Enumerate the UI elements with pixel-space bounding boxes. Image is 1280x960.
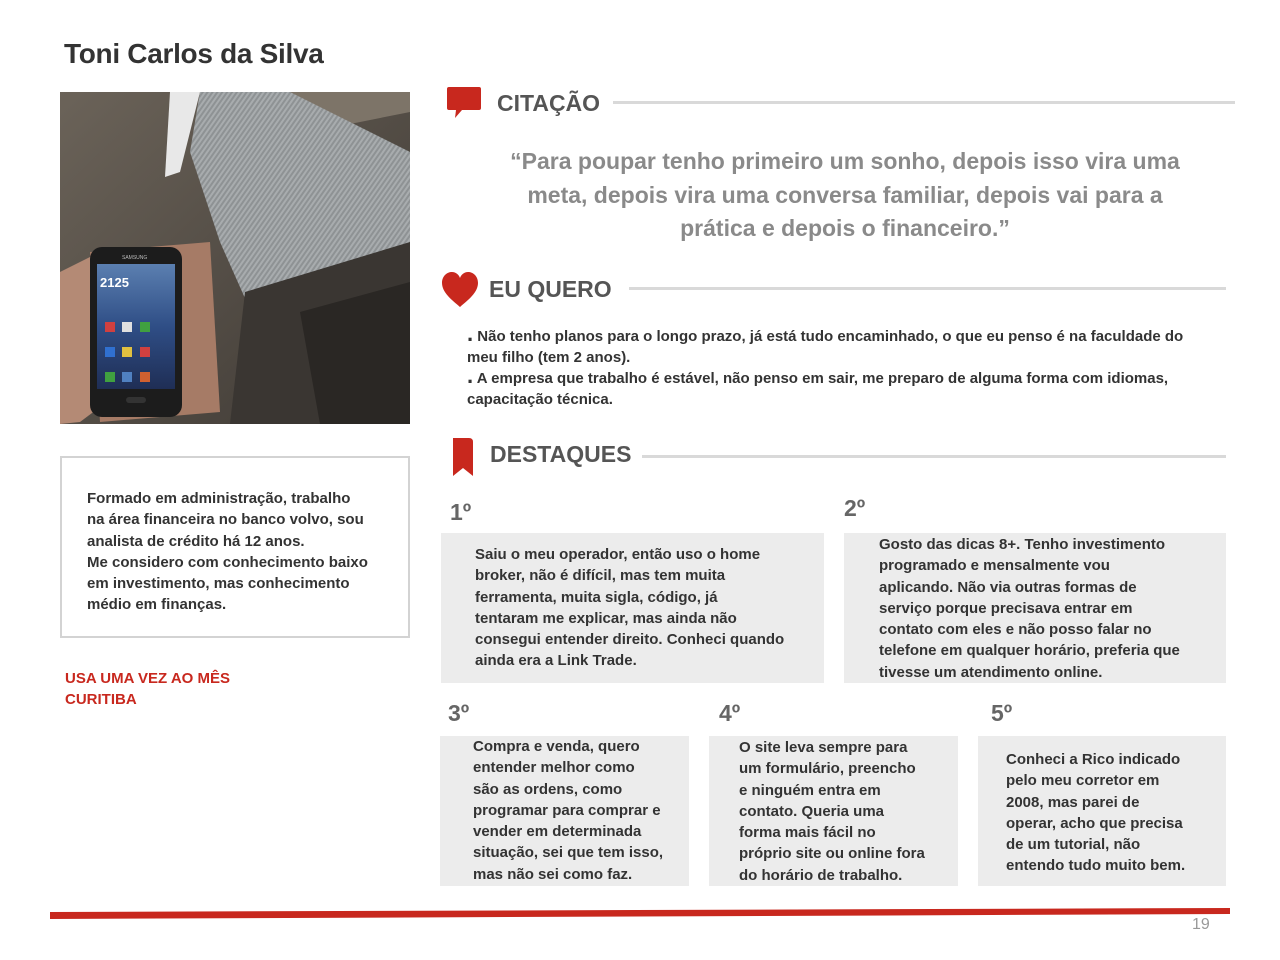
quote-text <box>470 145 1220 246</box>
highlight-card-5 <box>978 736 1226 886</box>
card-line: programado e mensalmente vou <box>879 557 1110 575</box>
quote-line: “Para poupar tenho primeiro um sonho, depois isso vira uma <box>510 148 1180 174</box>
highlight-rank-3: 3º <box>448 700 470 726</box>
bio-line: analista de crédito há 12 anos. <box>87 532 305 550</box>
card-line: broker, não é difícil, mas tem muita <box>475 567 726 585</box>
page-number: 19 <box>1192 916 1210 933</box>
card-line: entendo tudo muito bem. <box>1006 857 1186 875</box>
phone-brand: SAMSUNG <box>122 255 148 261</box>
card-line: forma mais fácil no <box>739 824 876 842</box>
card-line: entender melhor como <box>473 759 635 777</box>
heart-icon <box>440 270 480 310</box>
list-item-text: A empresa que trabalho é estável, não penso em sair, me preparo de alguma forma com idiomas, <box>473 370 1169 387</box>
highlight-card-2 <box>844 533 1226 683</box>
bio-line: em investimento, mas conhecimento <box>87 575 350 593</box>
bio-line: médio em finanças. <box>87 596 227 614</box>
card-line: são as ordens, como <box>473 780 623 798</box>
card-line: tentaram me explicar, mas ainda não <box>475 609 737 627</box>
highlight-rank-2: 2º <box>844 495 866 521</box>
bio-line: na área financeira no banco volvo, sou <box>87 511 364 529</box>
card-line: programar para comprar e <box>473 801 661 819</box>
footer-accent-bar <box>50 907 1230 919</box>
bio-box <box>60 456 410 638</box>
card-line: serviço porque precisava entrar em <box>879 599 1133 617</box>
card-line: próprio site ou online fora <box>739 845 925 863</box>
list-item-text: Não tenho planos para o longo prazo, já está tudo encaminhado, o que eu penso é na faculdade do <box>473 328 1184 345</box>
highlight-rank-5: 5º <box>991 700 1013 726</box>
highlight-rank-1: 1º <box>450 499 472 525</box>
usage-frequency: USA UMA VEZ AO MÊS <box>65 670 231 687</box>
card-line: O site leva sempre para <box>739 739 908 756</box>
usage-city: CURITIBA <box>65 691 137 708</box>
wants-list <box>467 321 1207 410</box>
card-line: de um tutorial, não <box>1006 836 1141 854</box>
persona-name: Toni Carlos da Silva <box>64 38 324 69</box>
section-divider <box>642 455 1226 458</box>
card-line: consegui entender direito. Conheci quando <box>475 631 785 649</box>
section-divider <box>629 287 1226 290</box>
card-line: pelo meu corretor em <box>1006 772 1160 790</box>
card-line: operar, acho que precisa <box>1006 814 1183 832</box>
card-line: Conheci a Rico indicado <box>1006 751 1181 768</box>
list-item-text: meu filho (tem 2 anos). <box>467 349 631 366</box>
section-title-destaques: DESTAQUES <box>490 441 632 467</box>
section-divider <box>613 101 1235 104</box>
usage-info <box>65 668 230 710</box>
card-line: Gosto das dicas 8+. Tenho investimento <box>879 536 1166 553</box>
highlight-card-3 <box>440 736 689 886</box>
phone-time: 2125 <box>100 275 129 290</box>
card-line: contato. Queria uma <box>739 802 885 820</box>
card-line: contato com eles e não posso falar no <box>879 621 1152 639</box>
bullet-dot: . <box>467 321 474 346</box>
card-line: aplicando. Não via outras formas de <box>879 578 1137 596</box>
card-line: situação, sei que tem isso, <box>473 844 664 862</box>
highlight-rank-4: 4º <box>719 700 741 726</box>
section-title-citacao: CITAÇÃO <box>497 90 601 116</box>
highlight-card-4 <box>709 736 958 886</box>
bookmark-icon <box>451 436 475 478</box>
bullet-dot: . <box>467 363 474 388</box>
card-line: ferramenta, muita sigla, código, já <box>475 588 718 606</box>
list-item <box>467 321 1207 368</box>
card-line: e ninguém entra em <box>739 781 881 799</box>
speech-bubble-icon <box>446 86 482 120</box>
card-line: ainda era a Link Trade. <box>475 652 637 670</box>
card-line: do horário de trabalho. <box>739 866 903 884</box>
card-line: 2008, mas parei de <box>1006 793 1140 811</box>
section-title-eu-quero: EU QUERO <box>489 276 612 302</box>
highlight-card-1 <box>441 533 824 683</box>
quote-line: meta, depois vira uma conversa familiar, depois vai para a <box>527 181 1163 208</box>
persona-photo <box>60 92 410 424</box>
card-line: Compra e venda, quero <box>473 738 640 755</box>
card-line: Saiu o meu operador, então uso o home <box>475 546 761 563</box>
card-line: tivesse um atendimento online. <box>879 663 1103 681</box>
card-line: mas não sei como faz. <box>473 865 633 883</box>
card-line: vender em determinada <box>473 823 642 841</box>
card-line: telefone em qualquer horário, preferia que <box>879 642 1180 660</box>
bio-line: Formado em administração, trabalho <box>87 490 351 507</box>
card-line: um formulário, preencho <box>739 760 916 778</box>
list-item <box>467 363 1207 410</box>
list-item-text: capacitação técnica. <box>467 391 613 408</box>
bio-line: Me considero com conhecimento baixo <box>87 553 368 571</box>
quote-line: prática e depois o financeiro.” <box>680 215 1010 241</box>
